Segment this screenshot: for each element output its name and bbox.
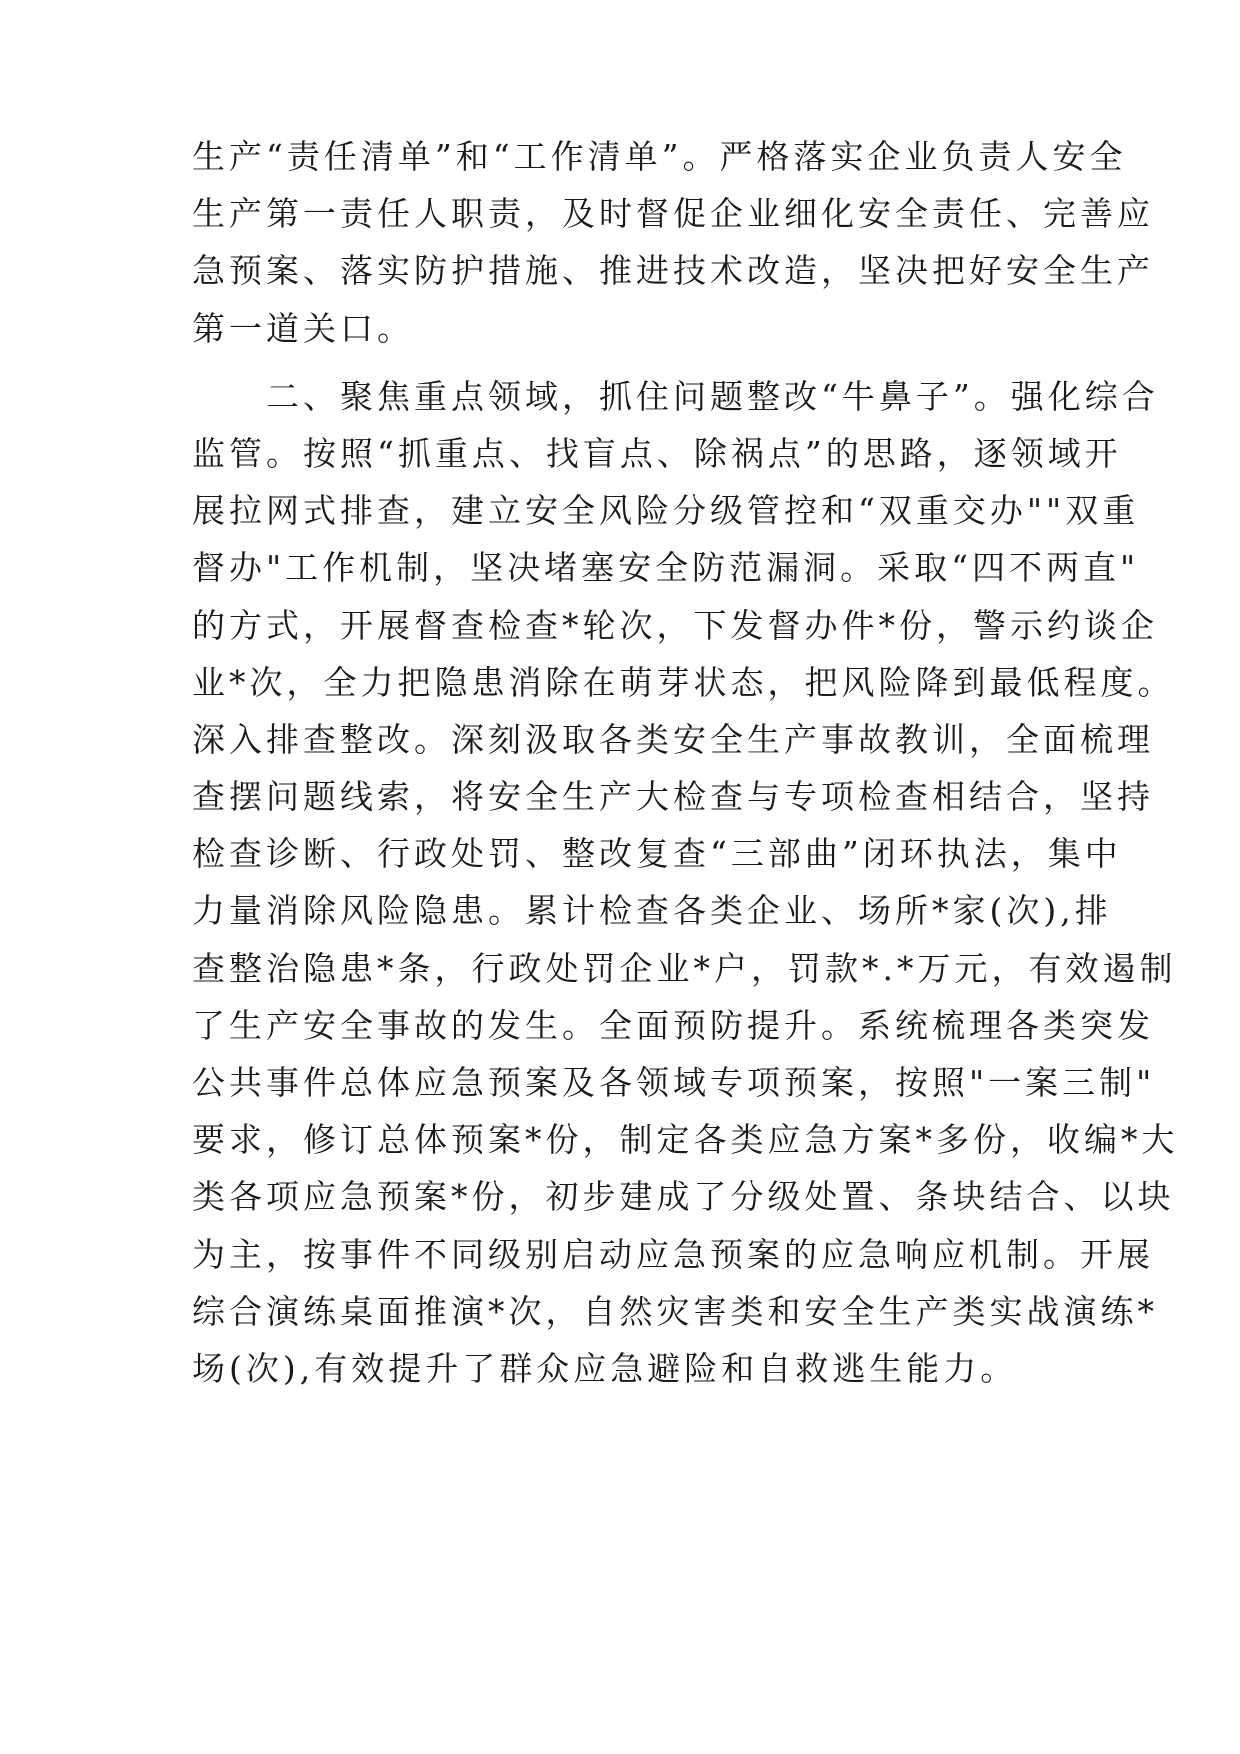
paragraph-spacer — [192, 357, 1052, 368]
text-line — [192, 1454, 1052, 1511]
text-line: 综合演练桌面推演*次，自然灾害类和安全生产类实战演练* — [192, 1291, 1158, 1331]
paragraph-2 — [192, 368, 1179, 1512]
text-line: 的方式，开展督查检查*轮次，下发督办件*份，警示约谈企 — [192, 605, 1158, 645]
text-line: 类各项应急预案*份，初步建成了分级处置、条块结合、以块 — [192, 1177, 1175, 1217]
text-line: 场(次),有效提升了群众应急避险和自救逃生能力。 — [192, 1348, 1018, 1388]
text-line: 查摆问题线索，将安全生产大检查与专项检查相结合，坚持 — [192, 777, 1154, 817]
text-line: 检查诊断、行政处罚、整改复查“三部曲”闭环执法，集中 — [192, 834, 1122, 874]
text-line: 第一道关口。 — [192, 308, 414, 348]
text-line: 展拉网式排查，建立安全风险分级管控和“双重交办""双重 — [192, 491, 1140, 531]
text-line: 查整治隐患*条，行政处罚企业*户，罚款*.*万元，有效遏制 — [192, 948, 1177, 988]
text-line: 力量消除风险隐患。累计检查各类企业、场所*家(次),排 — [192, 891, 1112, 931]
text-line: 生产“责任清单”和“工作清单”。严格落实企业负责人安全 — [192, 137, 1127, 176]
text-line: 公共事件总体应急预案及各领域专项预案，按照"一案三制" — [192, 1063, 1156, 1102]
text-line: 监管。按照“抓重点、找盲点、除祸点”的思路，逐领域开 — [192, 433, 1122, 473]
text-line: 深入排查整改。深刻汲取各类安全生产事故教训，全面梳理 — [192, 719, 1154, 759]
text-line: 急预案、落实防护措施、推进技术改造，坚决把好安全生产 — [192, 251, 1154, 291]
text-line: 业*次，全力把隐患消除在萌芽状态，把风险降到最低程度。 — [192, 662, 1175, 702]
document-body — [192, 128, 1179, 1512]
text-line: 为主，按事件不同级别启动应急预案的应急响应机制。开展 — [192, 1234, 1154, 1274]
text-line: 生产第一责任人职责，及时督促企业细化安全责任、完善应 — [192, 194, 1154, 234]
text-line: 了生产安全事故的发生。全面预防提升。系统梳理各类突发 — [192, 1005, 1154, 1045]
text-line: 二、聚焦重点领域，抓住问题整改“牛鼻子”。强化综合 — [192, 376, 1159, 416]
text-line: 督办"工作机制，坚决堵塞安全防范漏洞。采取“四不两直" — [192, 548, 1140, 588]
text-line: 要求，修订总体预案*份，制定各类应急方案*多份，收编*大 — [192, 1120, 1179, 1160]
paragraph-1 — [192, 128, 1154, 357]
text-line — [192, 1397, 1052, 1454]
